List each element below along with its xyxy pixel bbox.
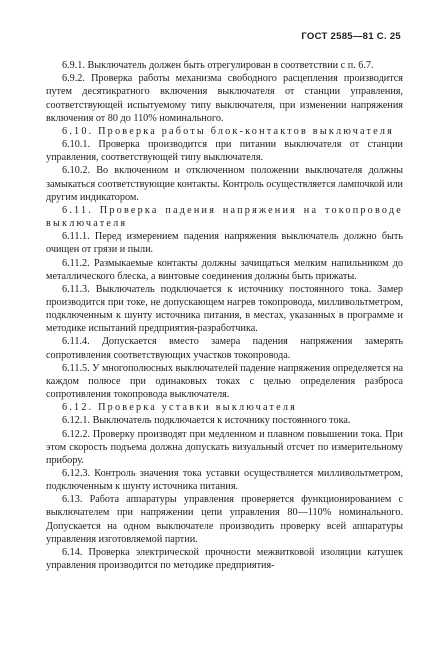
paragraph-6-11-4: 6.11.4. Допускается вместо замера падения напряжения замерять сопротивления соответствующих участков токопровода. xyxy=(46,336,403,361)
paragraph-6-11-3: 6.11.3. Выключатель подключается к источнику постоянного тока. Замер производится при токе, не допускающем нагрев токопровода, милливольтметром, подключенным к шунту источника питания, в местах, указанных в программе и методике испытаний предприятия-разработчика. xyxy=(46,283,403,335)
section-heading-6-10: 6.10. Проверка работы блок-контактов выключателя xyxy=(62,125,395,137)
running-header: ГОСТ 2585—81 С. 25 xyxy=(301,31,401,42)
paragraph-6-9-2: 6.9.2. Проверка работы механизма свободного расцепления производится путем десятикратного включения выключателя от станции управления, соответствующей испытуемому типу выключателя, при изменении напряжения включения от 80 до 110% номинального. xyxy=(46,73,403,124)
section-heading-6-12: 6.12. Проверка уставки выключателя xyxy=(62,402,298,414)
paragraph-6-10-2: 6.10.2. Во включенном и отключенном положении выключателя должны замыкаться соответствующие контакты. Контроль осуществляется лампочкой или другим индикатором. xyxy=(46,165,403,203)
paragraph-6-12-3: 6.12.3. Контроль значения тока уставки осуществляется милливольтметром, подключенным к шунту источника питания. xyxy=(46,468,403,493)
paragraph-6-11-2: 6.11.2. Размыкаемые контакты должны зачищаться мелким напильником до металлического блеска, а винтовые соединения должны быть прижаты. xyxy=(46,257,403,282)
paragraph-6-12-2: 6.12.2. Проверку производят при медленном и плавном повышении тока. При этом скорость подъема должна допускать визуальный отсчет по измерительному прибору. xyxy=(46,428,403,466)
paragraph-6-11-5: 6.11.5. У многополюсных выключателей падение напряжения определяется на каждом полюсе при одинаковых токах с целью определения разброса сопротивления токопровода выключателя. xyxy=(46,362,404,401)
paragraph-6-9-1: 6.9.1. Выключатель должен быть отрегулирован в соответствии с п. 6.7. xyxy=(62,60,374,72)
paragraph-6-13: 6.13. Работа аппаратуры управления проверяется функционированием с выключателем при напряжении цепи управления 80—110% номинального. Допускается на одном выключателе производить проверку всей аппаратуры управления изготовляемой партии. xyxy=(46,494,403,545)
paragraph-6-14: 6.14. Проверка электрической прочности межвитковой изоляции катушек управления производится по методике предприятия- xyxy=(46,546,403,572)
section-heading-6-11: 6.11. Проверка падения напряжения на токопроводе выключателя xyxy=(46,204,403,230)
paragraph-6-12-1: 6.12.1. Выключатель подключается к источнику постоянного тока. xyxy=(62,415,351,427)
paragraph-6-10-1: 6.10.1. Проверка производится при питании выключателя от станции управления, соответствующей типу выключателя. xyxy=(46,139,403,164)
paragraph-6-11-1: 6.11.1. Перед измерением падения напряжения выключатель должно быть очищен от грязи и пыли. xyxy=(46,231,403,256)
